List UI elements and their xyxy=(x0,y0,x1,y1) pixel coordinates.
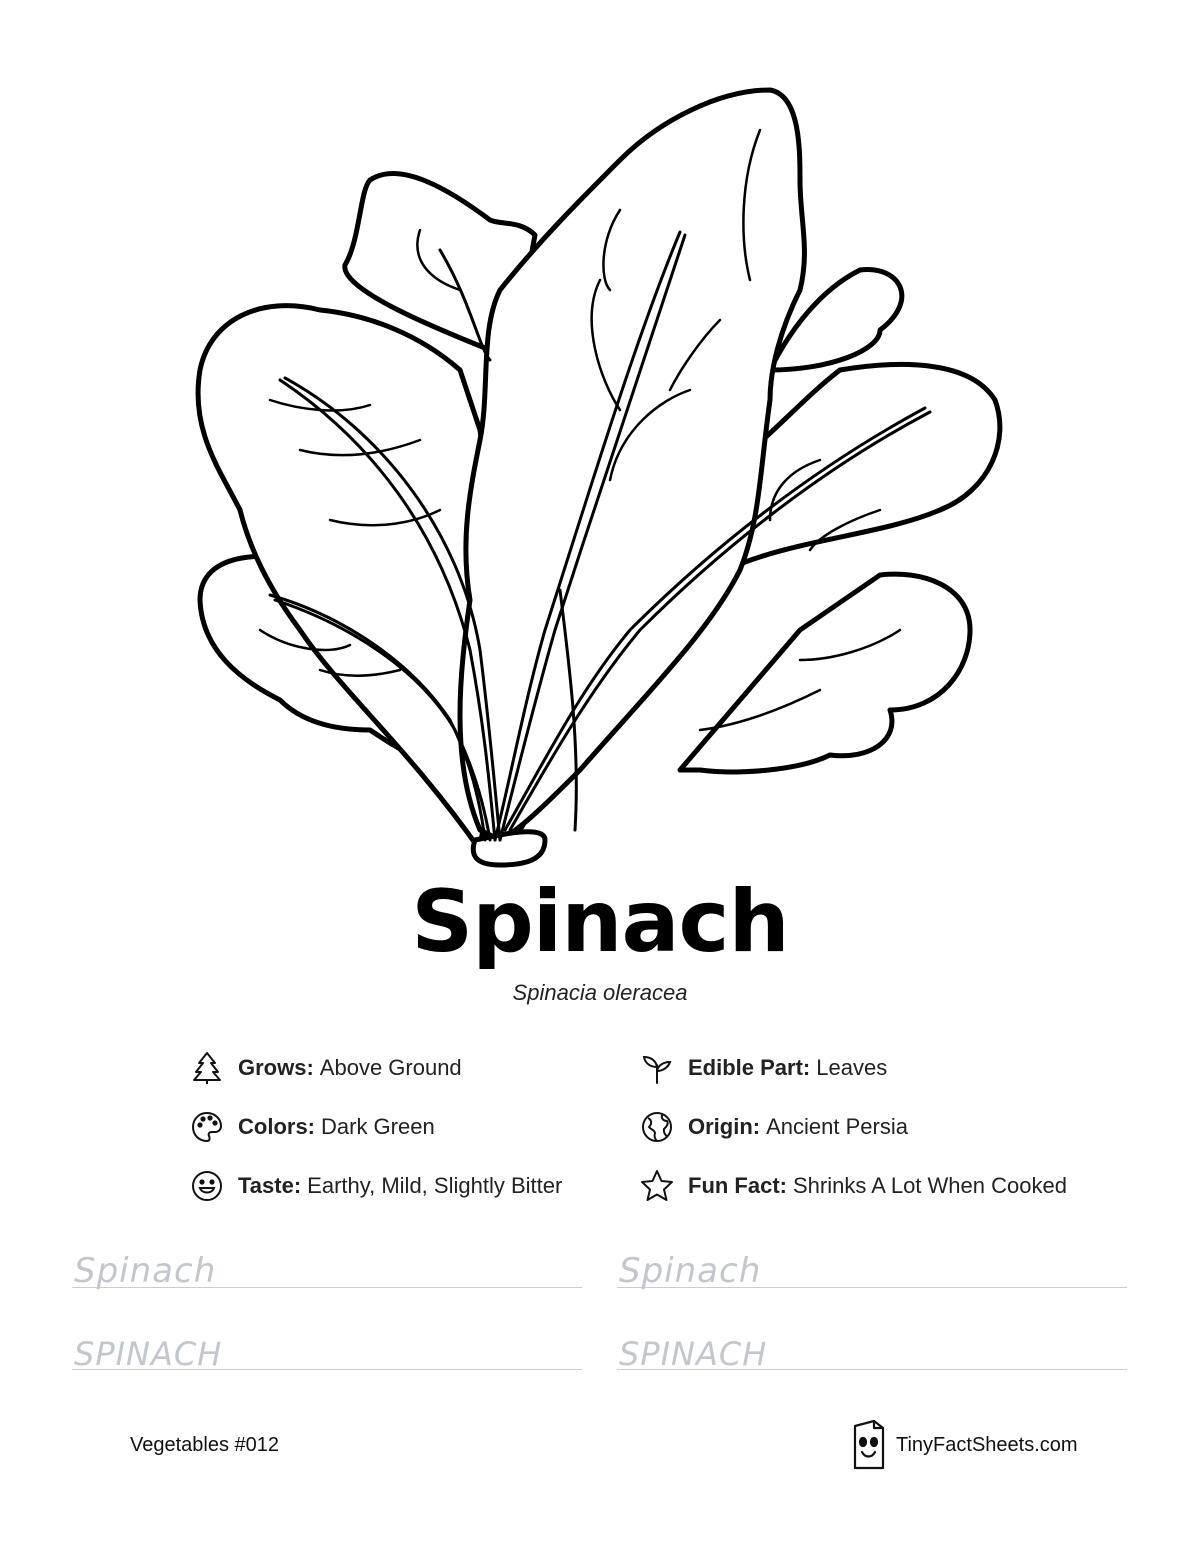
tree-icon xyxy=(190,1051,224,1085)
spinach-illustration xyxy=(180,70,1020,880)
fact-grows: Grows: Above Ground xyxy=(190,1050,462,1086)
fact-colors: Colors: Dark Green xyxy=(190,1109,435,1145)
page-title: Spinach xyxy=(411,872,789,972)
fact-taste: Taste: Earthy, Mild, Slightly Bitter xyxy=(190,1168,562,1204)
sprout-icon xyxy=(640,1051,674,1085)
star-icon xyxy=(640,1169,674,1203)
scientific-name: Spinacia oleracea xyxy=(512,980,688,1005)
fact-origin: Origin: Ancient Persia xyxy=(640,1109,908,1145)
globe-icon xyxy=(640,1110,674,1144)
tracing-line-1-right[interactable]: Spinach xyxy=(617,1238,1127,1288)
smile-icon xyxy=(190,1169,224,1203)
site-name: TinyFactSheets.com xyxy=(896,1433,1078,1456)
site-branding[interactable] xyxy=(852,1418,1078,1472)
tracing-line-2-left[interactable]: SPINACH xyxy=(72,1320,582,1370)
fact-edible-part: Edible Part: Leaves xyxy=(640,1050,887,1086)
tiny-fact-sheets-logo-icon xyxy=(852,1418,886,1472)
tracing-line-1-left[interactable]: Spinach xyxy=(72,1238,582,1288)
series-label: Vegetables #012 xyxy=(130,1434,280,1456)
palette-icon xyxy=(190,1110,224,1144)
tracing-line-2-right[interactable]: SPINACH xyxy=(617,1320,1127,1370)
fact-fun-fact: Fun Fact: Shrinks A Lot When Cooked xyxy=(640,1168,1067,1204)
